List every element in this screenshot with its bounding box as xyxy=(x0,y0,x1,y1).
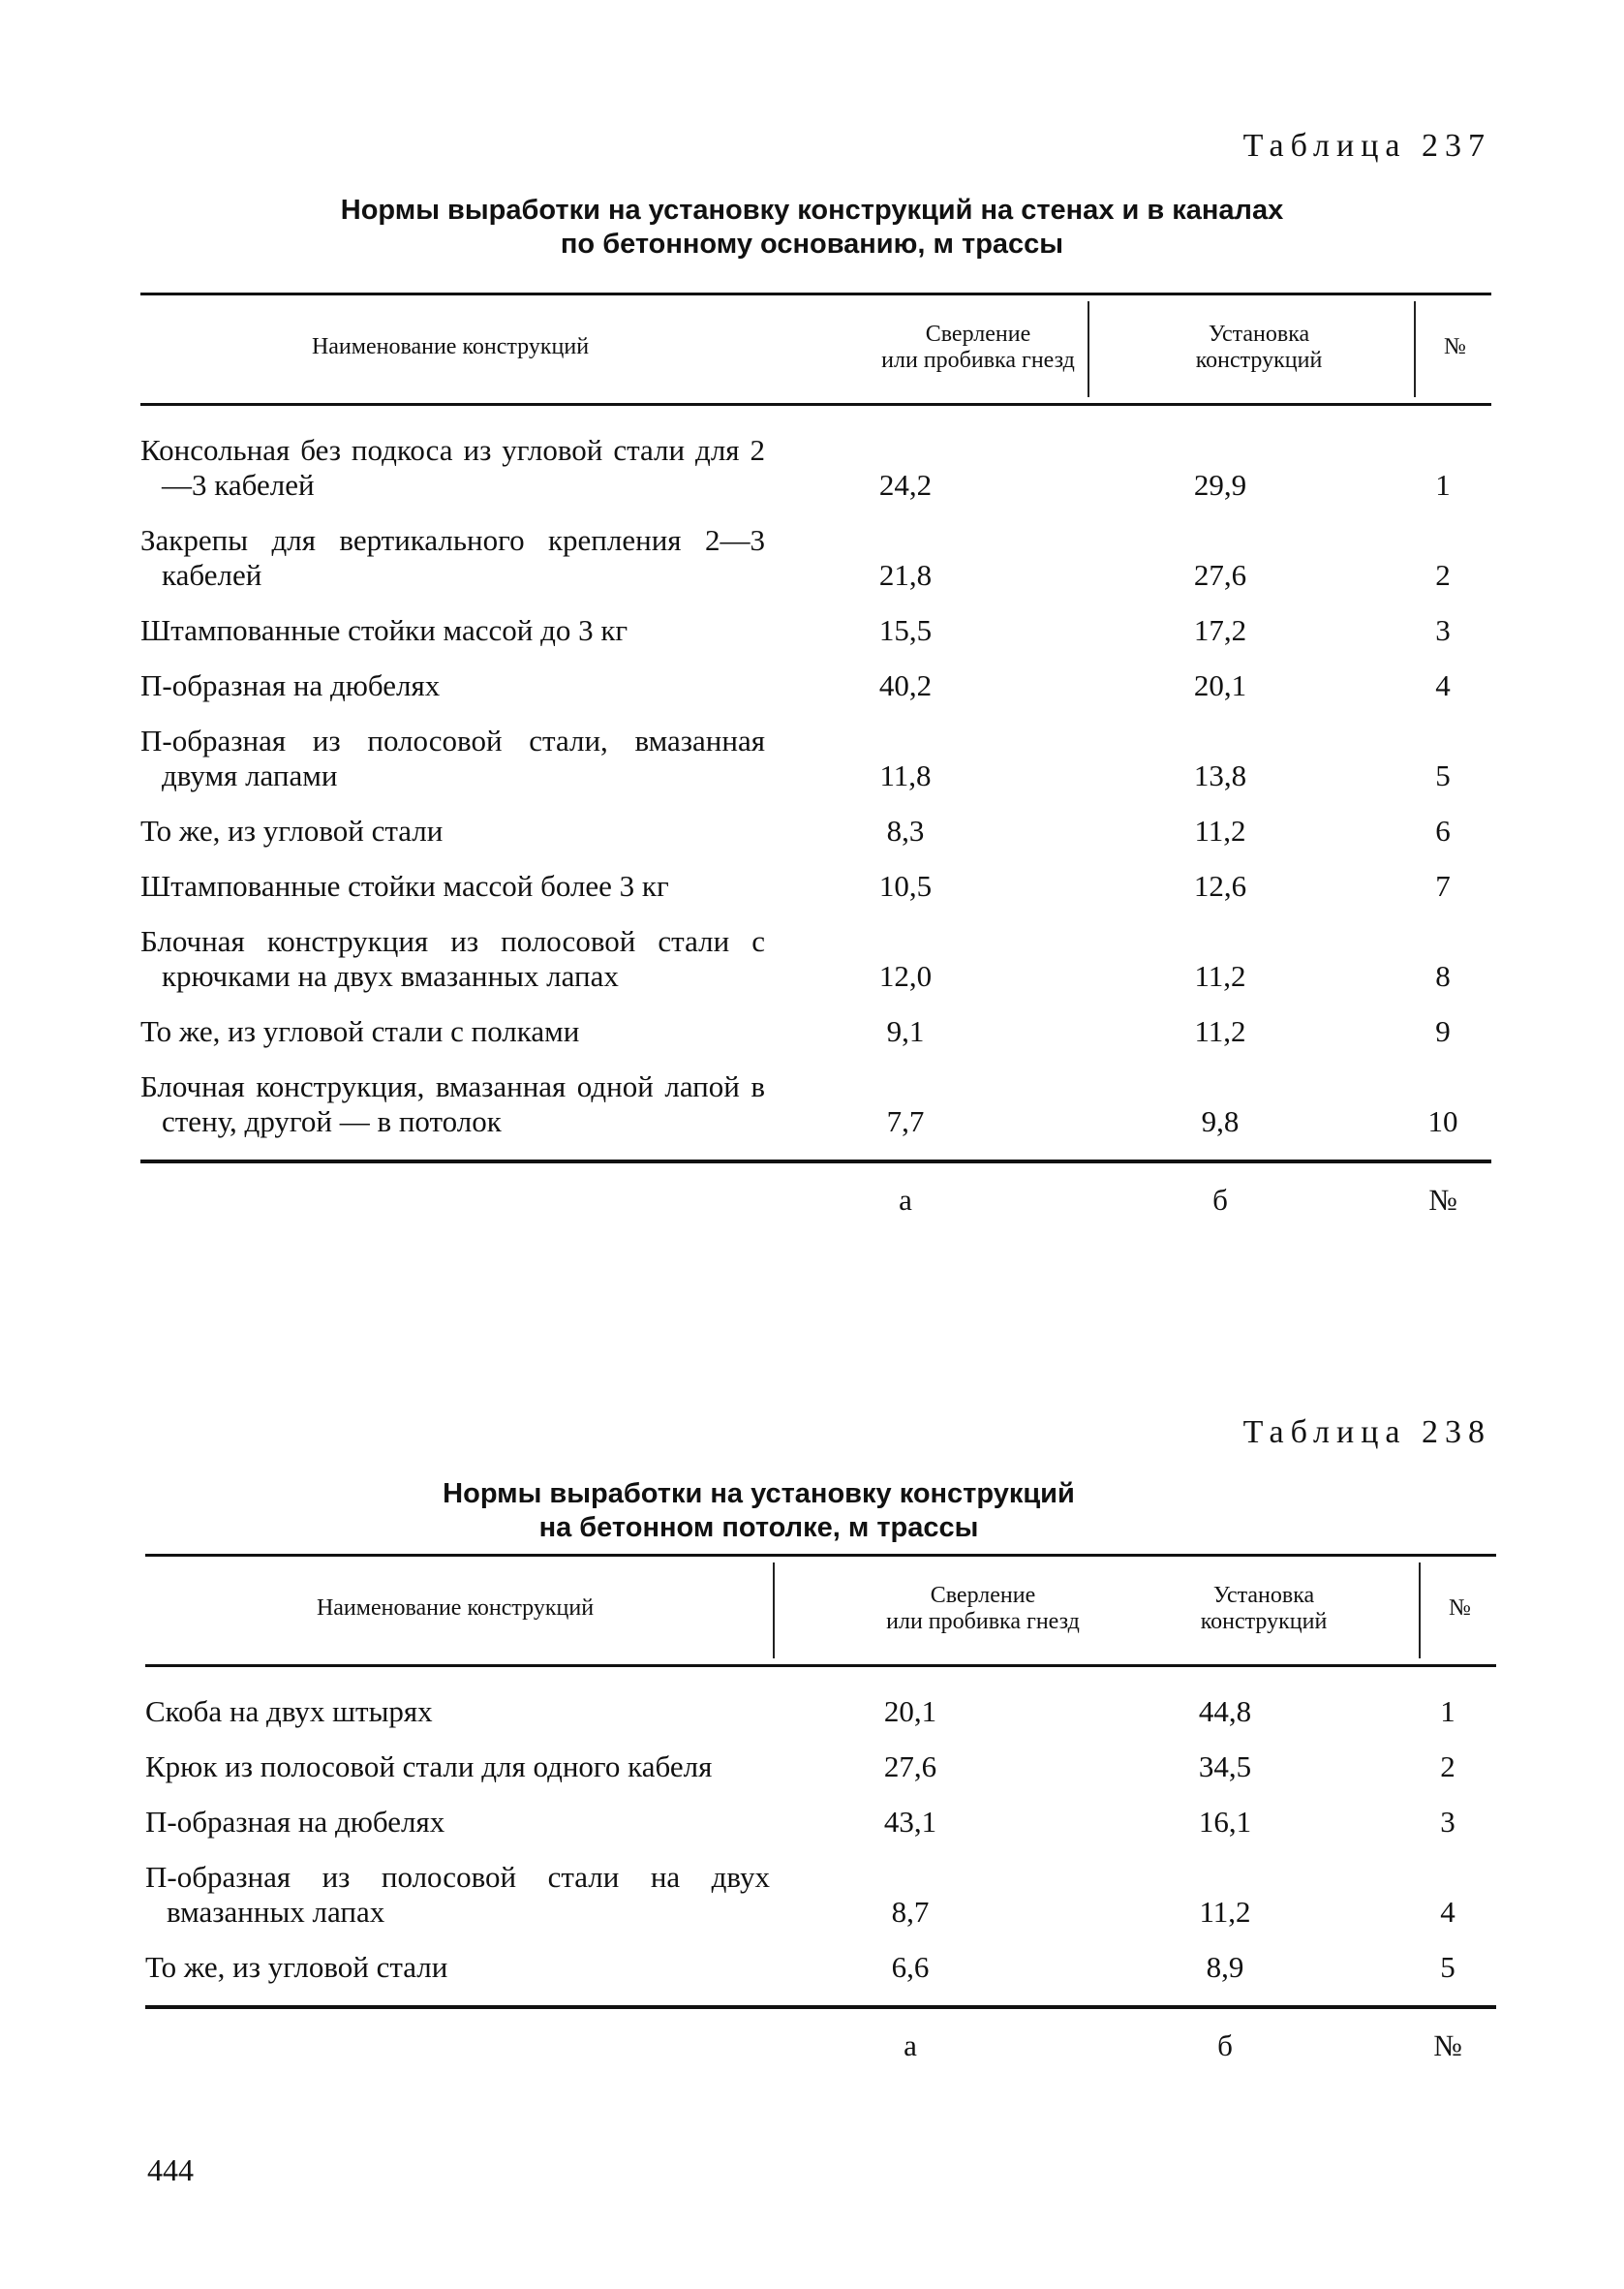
row-name: Блочная конструкция, вмазанная одной лапой в стену, другой — в потолок xyxy=(140,1069,765,1138)
row-number: 8 xyxy=(1435,959,1451,993)
row-name: То же, из угловой стали xyxy=(140,814,444,848)
header-b-line2: конструкций xyxy=(1200,1609,1328,1634)
row-value-b: 29,9 xyxy=(1193,468,1247,502)
row-value-a: 21,8 xyxy=(878,558,933,592)
footer-b: б xyxy=(1217,2028,1233,2062)
table-row xyxy=(140,924,1491,994)
table-body xyxy=(140,406,1491,1139)
table-238 xyxy=(145,1554,1496,2063)
table-row xyxy=(140,523,1491,593)
row-value-a: 12,0 xyxy=(878,959,933,993)
row-value-b: 11,2 xyxy=(1194,959,1246,993)
row-value-b: 12,6 xyxy=(1193,869,1247,903)
table-footer xyxy=(145,2009,1496,2063)
header-a-line1: Сверление xyxy=(930,1583,1036,1608)
row-value-a: 15,5 xyxy=(878,613,933,647)
table-row xyxy=(145,1805,1496,1840)
row-value-b: 11,2 xyxy=(1194,1014,1246,1048)
row-value-a: 8,3 xyxy=(886,814,925,848)
table-footer xyxy=(140,1163,1491,1218)
row-value-b: 16,1 xyxy=(1198,1805,1252,1839)
title-line-2: на бетонном потолке, м трассы xyxy=(538,1512,979,1543)
table-row xyxy=(140,814,1491,849)
table-row xyxy=(145,1950,1496,1985)
row-name: П-образная на дюбелях xyxy=(145,1805,445,1839)
row-name: То же, из угловой стали xyxy=(145,1950,448,1984)
table-body xyxy=(145,1667,1496,1985)
row-name: П-образная на дюбелях xyxy=(140,668,441,702)
row-number: 7 xyxy=(1435,869,1451,903)
row-value-a: 43,1 xyxy=(883,1805,937,1839)
row-name: Штампованные стойки массой до 3 кг xyxy=(140,613,628,647)
table-row xyxy=(140,869,1491,904)
footer-number: № xyxy=(1433,2028,1462,2062)
row-value-a: 24,2 xyxy=(878,468,933,502)
column-divider xyxy=(773,1562,775,1658)
table-237 xyxy=(140,293,1491,1218)
header-number: № xyxy=(1444,334,1466,359)
row-value-b: 34,5 xyxy=(1198,1749,1252,1783)
row-name: Штампованные стойки массой более 3 кг xyxy=(140,869,669,903)
footer-a: а xyxy=(904,2028,917,2062)
table-row xyxy=(145,1860,1496,1930)
column-divider xyxy=(1419,1562,1421,1658)
table-header xyxy=(140,293,1491,406)
row-name: То же, из угловой стали с полками xyxy=(140,1014,580,1048)
row-value-a: 6,6 xyxy=(891,1950,930,1984)
title-line-1: Нормы выработки на установку конструкций на стенах и в каналах xyxy=(340,195,1284,226)
table-237-label: Таблица 237 xyxy=(1242,128,1491,164)
table-237-title xyxy=(0,194,1624,262)
row-value-a: 8,7 xyxy=(891,1895,930,1929)
table-row xyxy=(145,1694,1496,1729)
row-number: 2 xyxy=(1440,1749,1455,1783)
header-number: № xyxy=(1449,1595,1471,1621)
row-value-a: 10,5 xyxy=(878,869,933,903)
row-number: 1 xyxy=(1435,468,1451,502)
row-number: 2 xyxy=(1435,558,1451,592)
table-row xyxy=(140,668,1491,703)
row-name: Закрепы для вертикального крепления 2—3 кабелей xyxy=(140,523,765,592)
row-value-a: 11,8 xyxy=(879,758,932,792)
row-name: П-образная из полосовой стали, вмазанная двумя лапами xyxy=(140,724,765,792)
column-divider xyxy=(1414,301,1416,397)
row-number: 4 xyxy=(1440,1895,1455,1929)
table-row xyxy=(140,1069,1491,1139)
table-row xyxy=(140,433,1491,503)
row-value-b: 44,8 xyxy=(1198,1694,1252,1728)
column-divider xyxy=(1088,301,1089,397)
row-value-a: 9,1 xyxy=(886,1014,925,1048)
row-name: П-образная из полосовой стали на двух вмазанных лапах xyxy=(145,1860,770,1929)
header-b xyxy=(1123,1583,1404,1635)
table-238-title xyxy=(0,1477,1571,1545)
header-name: Наименование конструкций xyxy=(311,334,590,359)
row-number: 9 xyxy=(1435,1014,1451,1048)
table-238-label: Таблица 238 xyxy=(1242,1414,1491,1450)
row-number: 4 xyxy=(1435,668,1451,702)
title-line-1: Нормы выработки на установку конструкций xyxy=(443,1478,1075,1509)
row-number: 5 xyxy=(1440,1950,1455,1984)
row-value-b: 8,9 xyxy=(1206,1950,1244,1984)
row-number: 5 xyxy=(1435,758,1451,792)
header-b-line1: Установка xyxy=(1212,1583,1315,1608)
page-number: 444 xyxy=(147,2152,194,2187)
footer-b: б xyxy=(1212,1183,1228,1217)
footer-number: № xyxy=(1428,1183,1457,1217)
table-row xyxy=(145,1749,1496,1784)
row-number: 3 xyxy=(1440,1805,1455,1839)
footer-a: а xyxy=(899,1183,912,1217)
row-number: 1 xyxy=(1440,1694,1455,1728)
header-b-line1: Установка xyxy=(1208,322,1310,347)
table-row xyxy=(140,613,1491,648)
row-name: Консольная без подкоса из угловой стали для 2—3 кабелей xyxy=(140,433,765,502)
row-number: 3 xyxy=(1435,613,1451,647)
row-value-b: 13,8 xyxy=(1193,758,1247,792)
row-value-a: 20,1 xyxy=(883,1694,937,1728)
title-line-2: по бетонному основанию, м трассы xyxy=(560,229,1064,260)
row-number: 10 xyxy=(1427,1104,1458,1138)
row-value-b: 11,2 xyxy=(1194,814,1246,848)
row-name: Крюк из полосовой стали для одного кабеля xyxy=(145,1749,713,1783)
row-value-b: 20,1 xyxy=(1193,668,1247,702)
header-name: Наименование конструкций xyxy=(316,1595,595,1621)
row-number: 6 xyxy=(1435,814,1451,848)
header-b-line2: конструкций xyxy=(1195,348,1323,373)
row-name: Скоба на двух штырях xyxy=(145,1694,433,1728)
table-header xyxy=(145,1554,1496,1667)
header-a-line1: Сверление xyxy=(925,322,1031,347)
header-a-line2: или пробивка гнезд xyxy=(881,348,1075,373)
row-value-a: 40,2 xyxy=(878,668,933,702)
row-value-b: 17,2 xyxy=(1193,613,1247,647)
table-row xyxy=(140,1014,1491,1049)
row-value-b: 11,2 xyxy=(1199,1895,1251,1929)
row-value-a: 7,7 xyxy=(886,1104,925,1138)
header-b xyxy=(1118,322,1399,374)
header-a-line2: или пробивка гнезд xyxy=(886,1609,1080,1634)
table-row xyxy=(140,724,1491,793)
row-value-a: 27,6 xyxy=(883,1749,937,1783)
row-value-b: 27,6 xyxy=(1193,558,1247,592)
row-name: Блочная конструкция из полосовой стали с крючками на двух вмазанных лапах xyxy=(140,924,765,993)
row-value-b: 9,8 xyxy=(1201,1104,1240,1138)
